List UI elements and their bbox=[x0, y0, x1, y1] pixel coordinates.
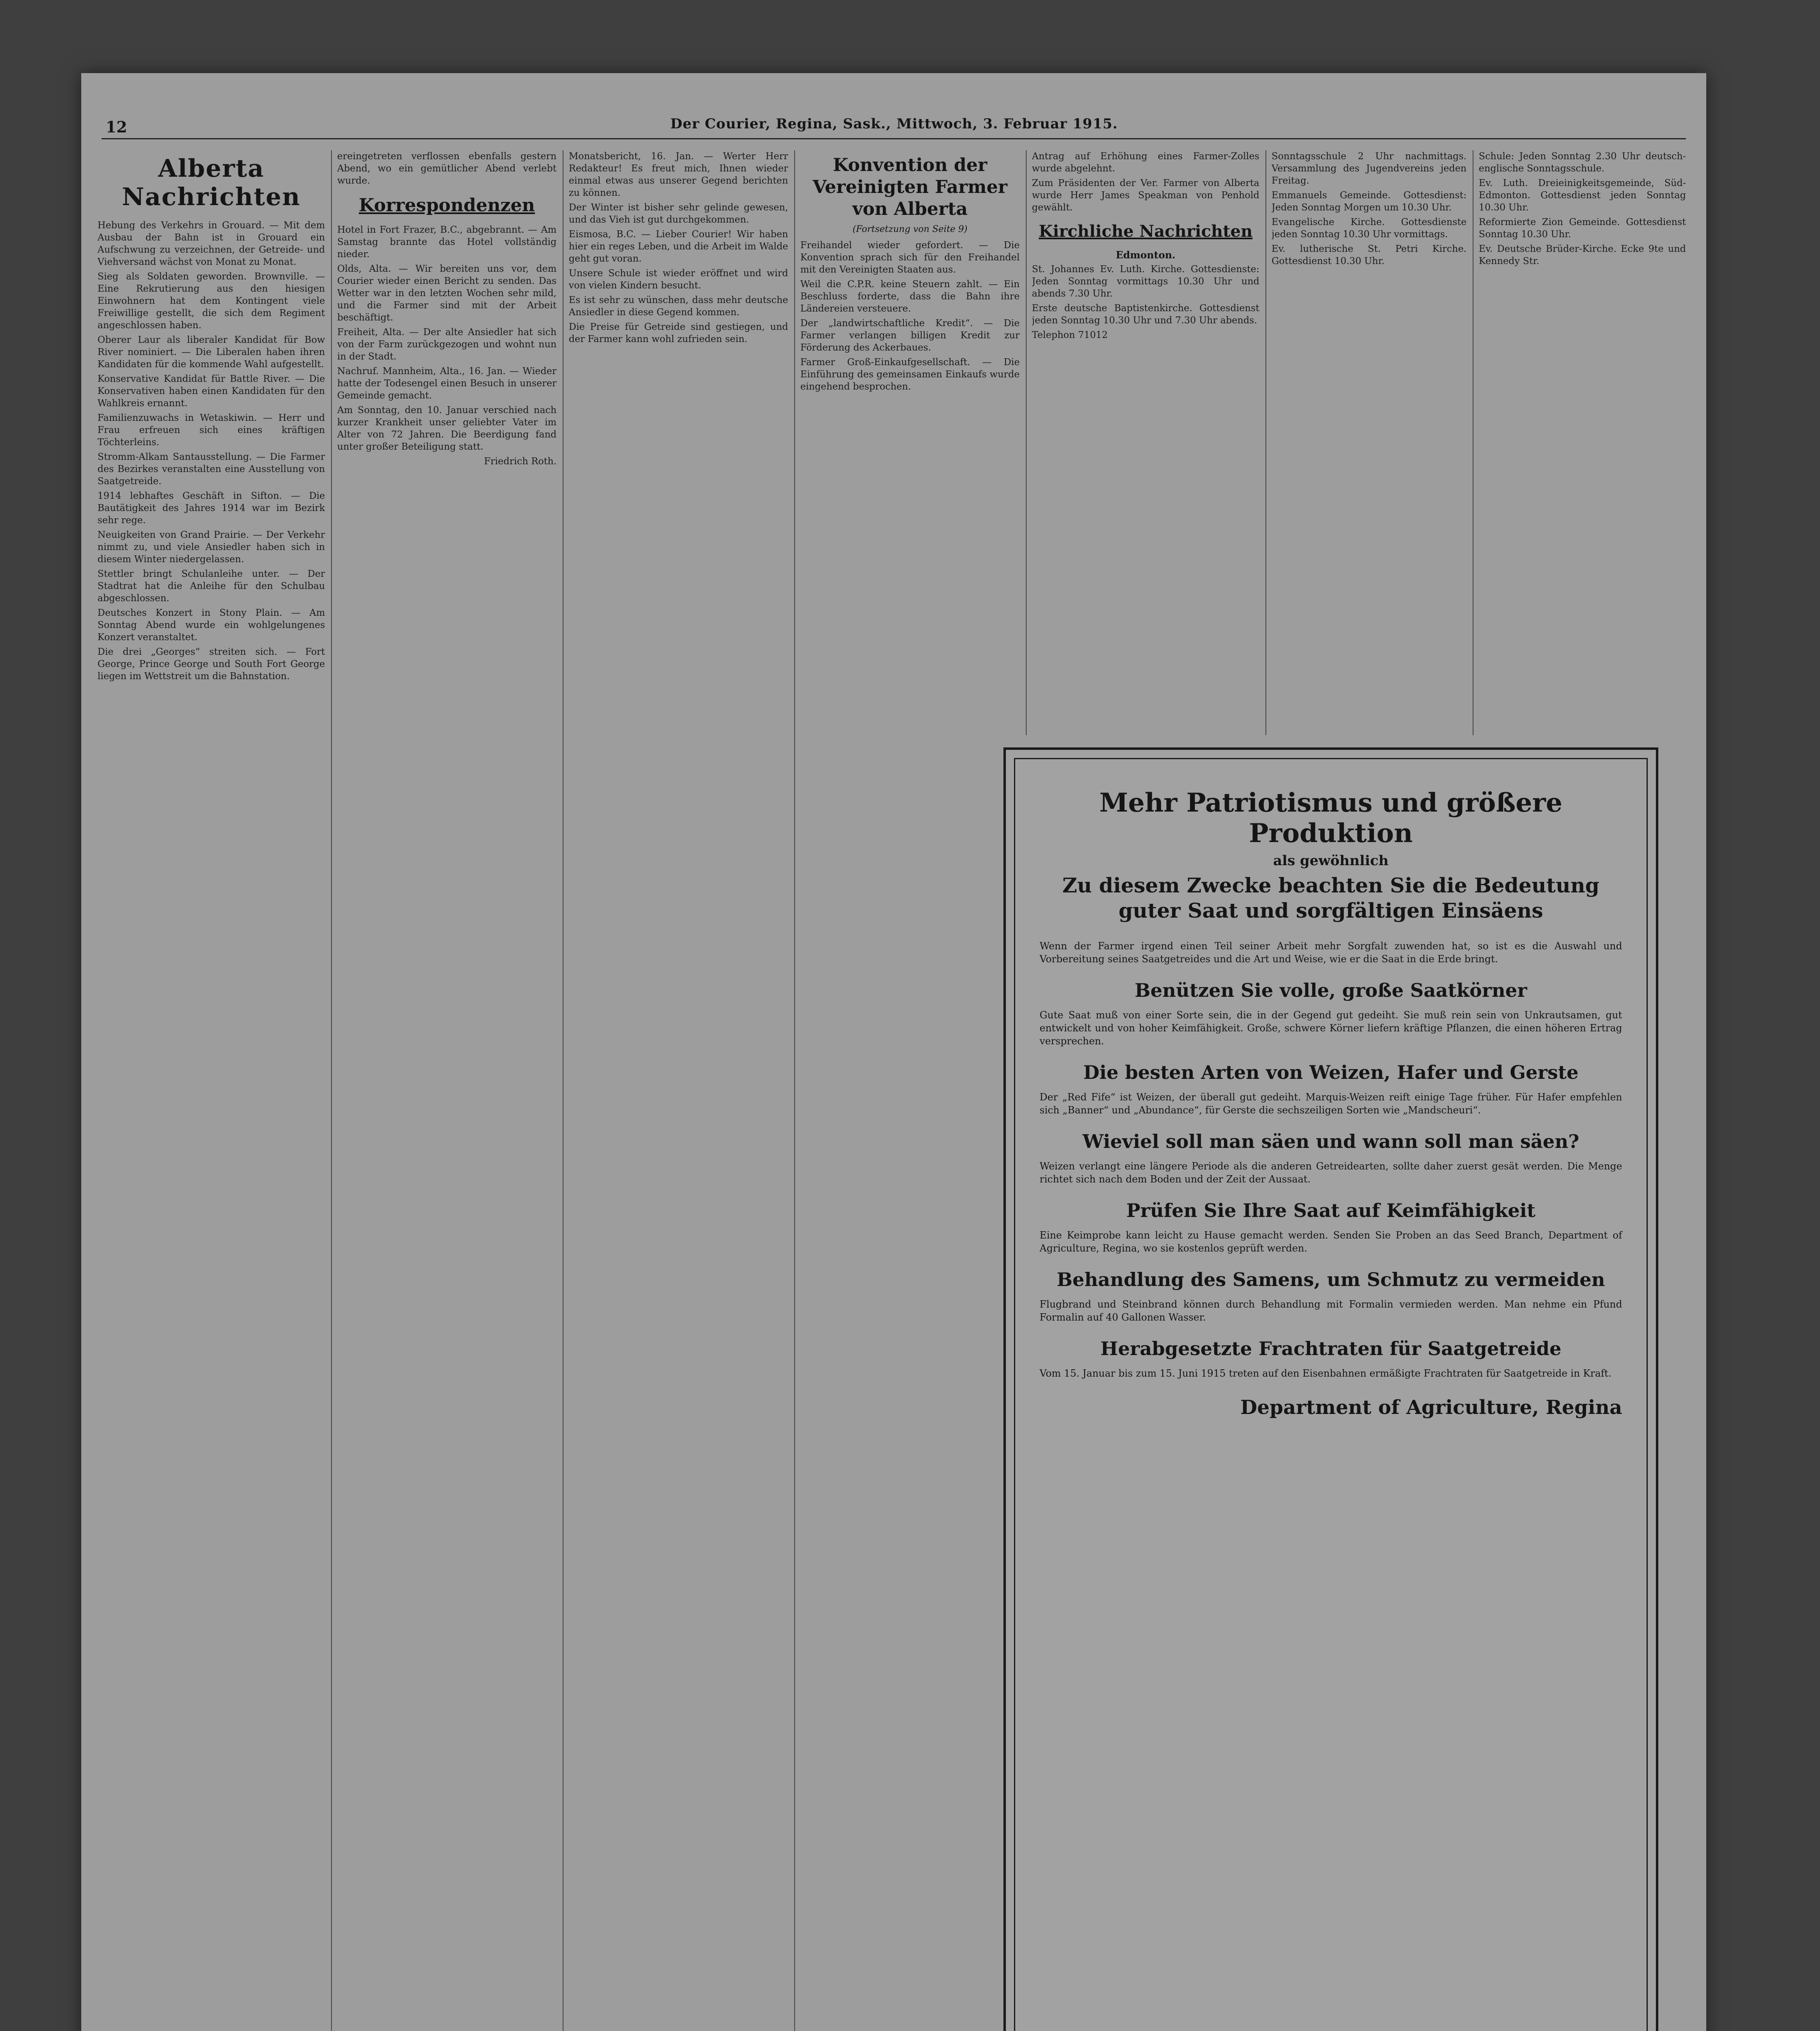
letter-paragraph: Es ist sehr zu wünschen, dass mehr deutsche Ansiedler in diese Gegend kommen. bbox=[569, 295, 788, 318]
news-paragraph: Stettler bringt Schulanleihe unter. — Der Stadtrat hat die Anleihe für den Schulbau abgeschlossen. bbox=[98, 569, 325, 604]
news-paragraph: Stromm-Alkam Santausstellung. — Die Farmer des Bezirkes veranstalten eine Ausstellung von Saatgetreide. bbox=[98, 452, 325, 487]
convention-title: Konvention der Vereinigten Farmer von Alberta bbox=[812, 155, 1008, 219]
ad-headline: Zu diesem Zwecke beachten Sie die Bedeutung guter Saat und sorgfältigen Einsäens bbox=[1062, 873, 1600, 922]
news-paragraph: Hebung des Verkehrs in Grouard. — Mit dem Ausbau der Bahn ist in Grouard ein Aufschwung zu verzeichnen, der Getreide- und Viehversand wächst von Monat zu Monat. bbox=[98, 220, 325, 267]
service-item: Emmanuels Gemeinde. Gottesdienst: Jeden Sonntag Morgen um 10.30 Uhr. bbox=[1272, 190, 1467, 213]
ad-section-heading: Die besten Arten von Weizen, Hafer und Gerste bbox=[1083, 1061, 1579, 1083]
news-paragraph: Konservative Kandidat für Battle River. — Die Konservativen haben einen Kandidaten für den Wahlkreis ernannt. bbox=[98, 374, 325, 409]
correspondence-paragraph: Nachruf. Mannheim, Alta., 16. Jan. — Wieder hatte der Todesengel einen Besuch in unserer Gemeinde gemacht. bbox=[337, 366, 557, 401]
news-paragraph: Neuigkeiten von Grand Prairie. — Der Verkehr nimmt zu, und viele Ansiedler haben sich in diesem Winter niedergelassen. bbox=[98, 530, 325, 565]
church-news-title: Kirchliche Nachrichten bbox=[1038, 222, 1253, 241]
city-heading: Edmonton. bbox=[1116, 249, 1176, 261]
ad-section-text: Eine Keimprobe kann leicht zu Hause gemacht werden. Senden Sie Proben an das Seed Branch, Department of Agriculture, Regina, wo sie kostenlos geprüft werden. bbox=[1040, 1230, 1622, 1254]
column-church bbox=[1032, 150, 1259, 735]
church-item: Erste deutsche Baptistenkirche. Gottesdienst jeden Sonntag 10.30 Uhr und 7.30 Uhr abends. bbox=[1032, 303, 1259, 326]
ad-intro: Wenn der Farmer irgend einen Teil seiner Arbeit mehr Sorgfalt zuwenden hat, so ist es die Auswahl und Vorbereitung seines Saatgetreides und die Art und Weise, wie er die Saat in die Erde bringt. bbox=[1040, 940, 1622, 965]
news-paragraph: 1914 lebhaftes Geschäft in Sifton. — Die Bautätigkeit des Jahres 1914 war im Bezirk sehr rege. bbox=[98, 491, 325, 526]
ad-section-text: Gute Saat muß von einer Sorte sein, die in der Gegend gut gedeiht. Sie muß rein sein von Unkrautsamen, gut entwickelt und von hoher Keimfähigkeit. Große, schwere Körner liefern kräftige Pflanzen, die einen höheren Ertrag versprechen. bbox=[1040, 1009, 1622, 1047]
agriculture-advertisement bbox=[1003, 747, 1658, 2031]
column-congregations bbox=[1479, 150, 1686, 735]
letter-paragraph: Unsere Schule ist wieder eröffnet und wird von vielen Kindern besucht. bbox=[569, 268, 788, 291]
alberta-title: Alberta Nachrichten bbox=[122, 154, 301, 211]
service-item: Sonntagsschule 2 Uhr nachmittags. Versammlung des Jugendvereins jeden Freitag. bbox=[1272, 151, 1467, 186]
church-paragraph: Zum Präsidenten der Ver. Farmer von Alberta wurde Herr James Speakman von Penhold gewählt. bbox=[1032, 178, 1259, 213]
intro-paragraph: ereingetreten verflossen ebenfalls gestern Abend, wo ein gemütlicher Abend verlebt wurde. bbox=[337, 151, 557, 186]
column-divider bbox=[1026, 150, 1027, 735]
convention-paragraph: Freihandel wieder gefordert. — Die Konvention sprach sich für den Freihandel mit den Vereinigten Staaten aus. bbox=[800, 240, 1020, 275]
ad-title: Mehr Patriotismus und größere Produktion bbox=[1099, 788, 1562, 849]
letter-paragraph: Der Winter ist bisher sehr gelinde gewesen, und das Vieh ist gut durchgekommen. bbox=[569, 202, 788, 225]
ad-section-heading: Behandlung des Samens, um Schmutz zu vermeiden bbox=[1057, 1269, 1605, 1290]
column-divider bbox=[794, 150, 795, 2031]
correspondence-paragraph: Hotel in Fort Frazer, B.C., abgebrannt. — Am Samstag brannte das Hotel vollständig nieder. bbox=[337, 225, 557, 260]
continuation-note: (Fortsetzung von Seite 9) bbox=[852, 224, 968, 234]
ad-section-text: Der „Red Fife“ ist Weizen, der überall gut gedeiht. Marquis-Weizen reift einige Tage früher. Für Hafer empfehlen sich „Banner“ und „Abundance“, für Gerste die sechszeiligen Sorten wie „Mandscheuri“. bbox=[1040, 1091, 1622, 1116]
ad-department-signature: Department of Agriculture, Regina bbox=[1240, 1396, 1622, 1419]
ad-section-text: Flugbrand und Steinbrand können durch Behandlung mit Formalin vermieden werden. Man nehme ein Pfund Formalin auf 40 Gallonen Wasser. bbox=[1040, 1299, 1622, 1323]
letter-paragraph: Die Preise für Getreide sind gestiegen, und der Farmer kann wohl zufrieden sein. bbox=[569, 322, 788, 344]
service-item: Reformierte Zion Gemeinde. Gottesdienst Sonntag 10.30 Uhr. bbox=[1479, 217, 1686, 240]
column-alberta-news bbox=[98, 150, 325, 2031]
column-letters bbox=[569, 150, 788, 2031]
service-item: Ev. Luth. Dreieinigkeitsgemeinde, Süd-Edmonton. Gottesdienst jeden Sonntag 10.30 Uhr. bbox=[1479, 178, 1686, 213]
column-divider bbox=[1265, 150, 1266, 735]
column-convention bbox=[800, 150, 1020, 2031]
ad-section-heading: Herabgesetzte Frachtraten für Saatgetreide bbox=[1100, 1338, 1562, 1360]
news-paragraph: Deutsches Konzert in Stony Plain. — Am Sonntag Abend wurde ein wohlgelungenes Konzert veranstaltet. bbox=[98, 608, 325, 643]
church-item: St. Johannes Ev. Luth. Kirche. Gottesdienste: Jeden Sonntag vormittags 10.30 Uhr und abends 7.30 Uhr. bbox=[1032, 264, 1259, 299]
letter-paragraph: Eismosa, B.C. — Lieber Courier! Wir haben hier ein reges Leben, und die Arbeit im Walde geht gut voran. bbox=[569, 229, 788, 264]
church-paragraph: Antrag auf Erhöhung eines Farmer-Zolles wurde abgelehnt. bbox=[1032, 151, 1259, 174]
correspondence-paragraph: Am Sonntag, den 10. Januar verschied nach kurzer Krankheit unser geliebter Vater im Alter von 72 Jahren. Die Beerdigung fand unter großer Beteiligung statt. bbox=[337, 405, 557, 452]
ad-section-heading: Prüfen Sie Ihre Saat auf Keimfähigkeit bbox=[1126, 1200, 1536, 1221]
news-paragraph: Familienzuwachs in Wetaskiwin. — Herr und Frau erfreuen sich eines kräftigen Töchterleins. bbox=[98, 413, 325, 448]
convention-paragraph: Farmer Groß-Einkaufgesellschaft. — Die Einführung des gemeinsamen Einkaufs wurde eingehend besprochen. bbox=[800, 357, 1020, 392]
column-divider bbox=[331, 150, 332, 2031]
letter-paragraph: Monatsbericht, 16. Jan. — Werter Herr Redakteur! Es freut mich, Ihnen wieder einmal etwas aus unserer Gegend berichten zu können. bbox=[569, 151, 788, 198]
column-correspondence bbox=[337, 150, 557, 2031]
service-item: Ev. lutherische St. Petri Kirche. Gottesdienst 10.30 Uhr. bbox=[1272, 244, 1467, 266]
ad-section-heading: Benützen Sie volle, große Saatkörner bbox=[1135, 979, 1527, 1001]
service-item: Schule: Jeden Sonntag 2.30 Uhr deutsch-englische Sonntagsschule. bbox=[1479, 151, 1686, 174]
correspondence-paragraph: Olds, Alta. — Wir bereiten uns vor, dem Courier wieder einen Bericht zu senden. Das Wetter war in den letzten Wochen sehr mild, und die Farmer sind mit der Arbeit beschäftigt. bbox=[337, 264, 557, 323]
convention-paragraph: Weil die C.P.R. keine Steuern zahlt. — Ein Beschluss forderte, dass die Bahn ihre Ländereien versteuere. bbox=[800, 279, 1020, 314]
service-item: Ev. Deutsche Brüder-Kirche. Ecke 9te und Kennedy Str. bbox=[1479, 244, 1686, 266]
correspondence-paragraph: Freiheit, Alta. — Der alte Ansiedler hat sich von der Farm zurückgezogen und wohnt nun in der Stadt. bbox=[337, 327, 557, 362]
running-head: Der Courier, Regina, Sask., Mittwoch, 3. Februar 1915. bbox=[670, 116, 1118, 132]
ad-subtitle: als gewöhnlich bbox=[1273, 853, 1389, 869]
news-paragraph: Die drei „Georges“ streiten sich. — Fort George, Prince George und South Fort George liegen im Wettstreit um die Bahnstation. bbox=[98, 647, 325, 682]
ad-section-heading: Wieviel soll man säen und wann soll man säen? bbox=[1082, 1130, 1580, 1152]
korrespondenzen-title: Korrespondenzen bbox=[359, 195, 535, 216]
ad-section-text: Weizen verlangt eine längere Periode als die anderen Getreidearten, sollte daher zuerst gesät werden. Die Menge richtet sich nach dem Boden und der Zeit der Aussaat. bbox=[1040, 1161, 1622, 1185]
ad-section-text: Vom 15. Januar bis zum 15. Juni 1915 treten auf den Eisenbahnen ermäßigte Frachtraten für Saatgetreide in Kraft. bbox=[1040, 1368, 1612, 1379]
page-number: 12 bbox=[106, 118, 127, 136]
advertisement-frame bbox=[1014, 758, 1648, 2031]
convention-paragraph: Der „landwirtschaftliche Kredit“. — Die Farmer verlangen billigen Kredit zur Förderung des Ackerbaues. bbox=[800, 318, 1020, 353]
news-paragraph: Oberer Laur als liberaler Kandidat für Bow River nominiert. — Die Liberalen haben ihren Kandidaten für die kommende Wahl aufgestellt. bbox=[98, 335, 325, 370]
signature: Friedrich Roth. bbox=[484, 456, 557, 467]
news-paragraph: Sieg als Soldaten geworden. Brownville. — Eine Rekrutierung aus den hiesigen Einwohnern hat dem Kontingent viele Freiwillige gestellt, die sich dem Regiment angeschlossen haben. bbox=[98, 271, 325, 331]
church-item: Telephon 71012 bbox=[1032, 330, 1108, 340]
column-services bbox=[1272, 150, 1467, 735]
newspaper-page bbox=[81, 73, 1706, 2031]
header-rule bbox=[102, 138, 1686, 139]
service-item: Evangelische Kirche. Gottesdienste jeden Sonntag 10.30 Uhr vormittags. bbox=[1272, 217, 1467, 240]
